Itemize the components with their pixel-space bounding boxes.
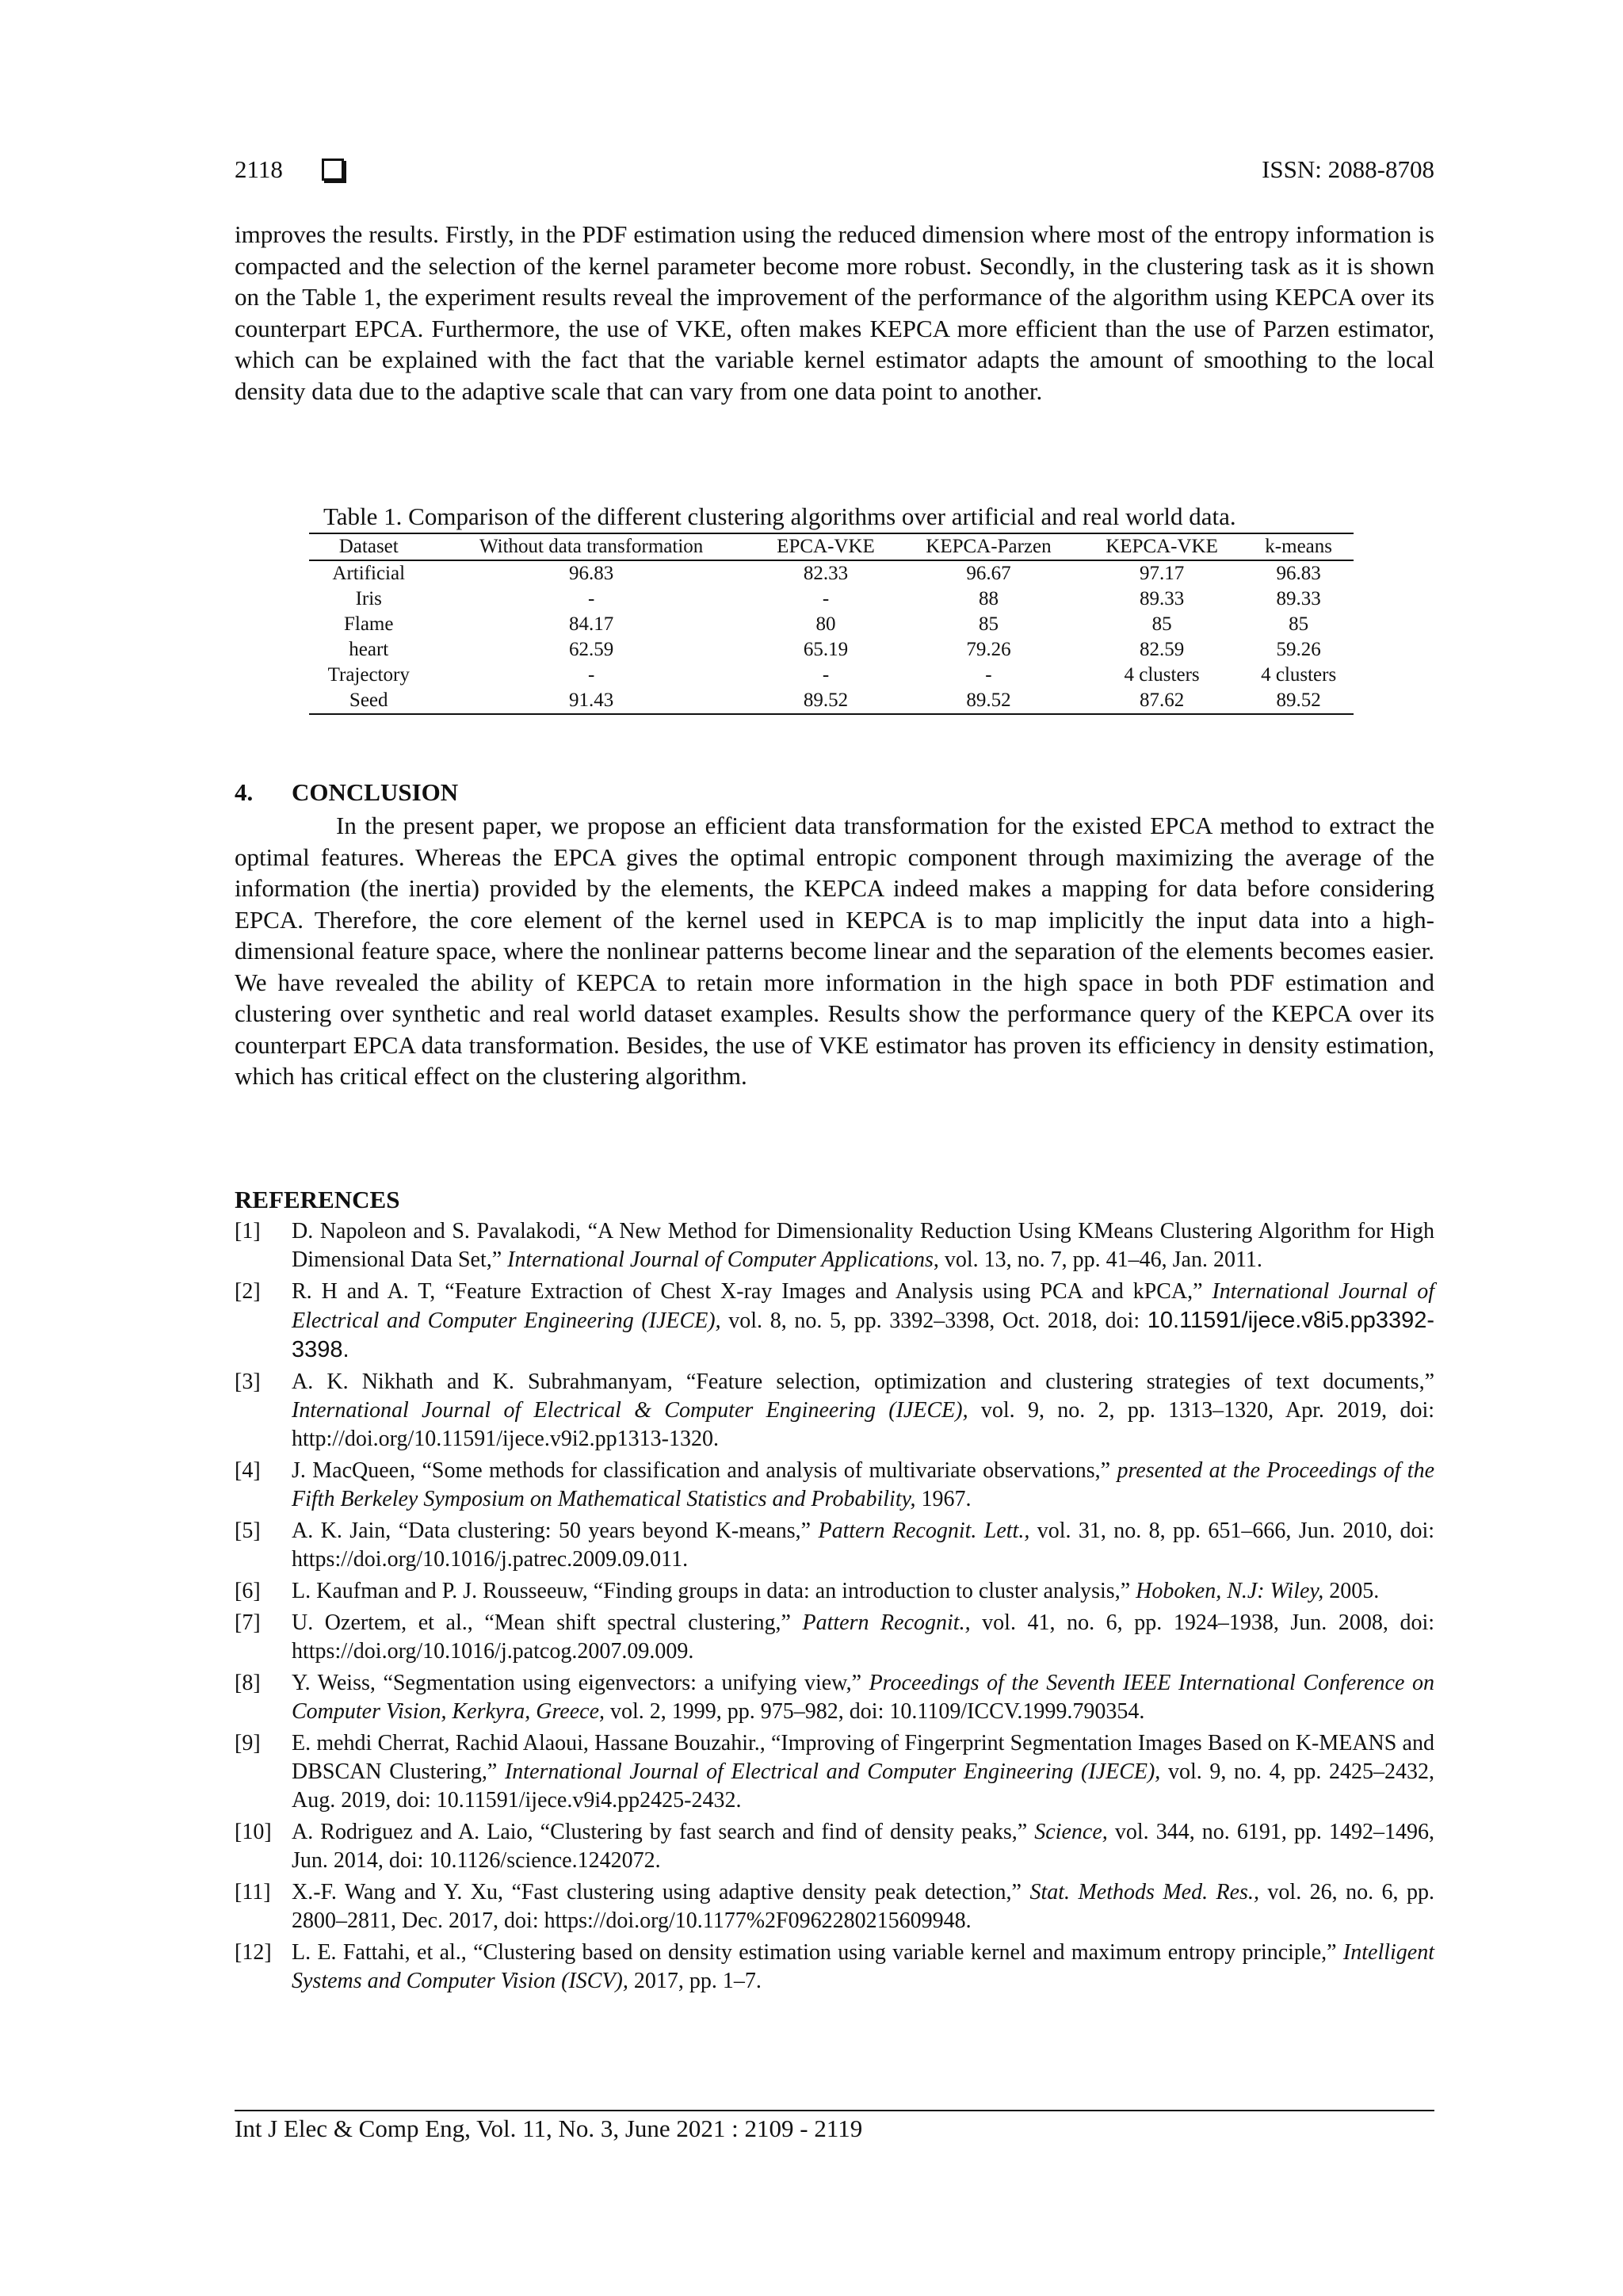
reference-number: [3]: [235, 1370, 261, 1394]
reference-text: A. K. Nikhath and K. Subrahmanyam, “Feature selection, optimization and clustering strategies of text documents,”: [292, 1370, 1434, 1394]
column-header: KEPCA-Parzen: [897, 533, 1080, 560]
table-cell: 62.59: [569, 639, 614, 660]
reference-details: vol. 9, no. 2, pp. 1313–1320, Apr. 2019, doi: http://doi.org/10.11591/ijece.v9i2.pp1313-1320.: [292, 1398, 1434, 1451]
reference-item: [235, 1368, 1434, 1454]
page-number: 2118: [235, 155, 283, 183]
table-cell: 89.33: [1276, 588, 1321, 609]
reference-number: [9]: [235, 1731, 261, 1755]
table-cell: 89.52: [1243, 688, 1354, 714]
reference-text: U. Ozertem, et al., “Mean shift spectral clustering,”: [292, 1610, 803, 1635]
reference-details: vol. 41, no. 6, pp. 1924–1938, Jun. 2008, doi: https://doi.org/10.1016/j.patcog.2007.09.009.: [292, 1610, 1435, 1664]
table-cell: 79.26: [966, 639, 1011, 660]
reference-item: [235, 1729, 1434, 1815]
table-row: [309, 637, 1354, 663]
reference-source: Hoboken, N.J: Wiley,: [1136, 1579, 1324, 1603]
table-cell: 88: [978, 588, 999, 609]
column-header: KEPCA-VKE: [1080, 533, 1244, 560]
reference-text: E. mehdi Cherrat, Rachid Alaoui, Hassane Bouzahir., “Improving of Fingerprint Segmentation Images Based on K-MEANS and DBSCAN Clustering,”: [292, 1731, 1434, 1784]
reference-item: [235, 1878, 1434, 1935]
reference-number: [2]: [235, 1279, 261, 1304]
table-cell: 4 clusters: [1261, 664, 1337, 686]
table-row: [309, 586, 1354, 612]
column-header: k-means: [1243, 533, 1354, 560]
column-header: Without data transformation: [428, 533, 754, 560]
table-caption: Table 1. Comparison of the different clustering algorithms over artificial and real world data.: [323, 502, 1236, 530]
table-cell: 85: [1289, 613, 1309, 635]
reference-source: International Journal of Electrical and Computer Engineering (IJECE),: [504, 1759, 1161, 1784]
reference-source: International Journal of Electrical & Computer Engineering (IJECE),: [292, 1398, 968, 1423]
footer-rule: [235, 2110, 1434, 2111]
table-cell: Artificial: [332, 563, 406, 584]
table-cell: 96.83: [569, 563, 614, 584]
reference-item: [235, 1818, 1434, 1875]
reference-details: vol. 26, no. 6, pp. 2800–2811, Dec. 2017, doi: https://doi.org/10.1177%2F0962280215609948.: [292, 1880, 1435, 1933]
table-cell: 97.17: [1139, 563, 1185, 584]
reference-item: [235, 1457, 1434, 1514]
column-header: EPCA-VKE: [754, 533, 897, 560]
reference-number: [11]: [235, 1880, 271, 1904]
reference-text: A. Rodriguez and A. Laio, “Clustering by fast search and find of density peaks,”: [292, 1820, 1035, 1844]
reference-source: Pattern Recognit. Lett.,: [818, 1519, 1030, 1543]
reference-number: [7]: [235, 1610, 261, 1635]
table-cell: -: [822, 664, 830, 686]
table-row: [309, 560, 1354, 586]
table-cell: 59.26: [1276, 639, 1321, 660]
table-cell: 96.83: [1276, 563, 1321, 584]
conclusion-paragraph: [235, 810, 1434, 1092]
reference-text: L. E. Fattahi, et al., “Clustering based on density estimation using variable kernel and maximum entropy principle,”: [292, 1940, 1343, 1965]
issn-label: ISSN: 2088-8708: [1262, 155, 1434, 183]
checkbox-square-icon: [322, 159, 344, 181]
reference-number: [5]: [235, 1519, 261, 1543]
table-cell: Trajectory: [327, 664, 410, 686]
reference-number: [10]: [235, 1820, 272, 1844]
reference-item: [235, 1517, 1434, 1574]
table-row: [309, 612, 1354, 637]
reference-source: Science,: [1034, 1820, 1108, 1844]
reference-details: vol. 31, no. 8, pp. 651–666, Jun. 2010, doi: https://doi.org/10.1016/j.patrec.2009.09.011.: [292, 1519, 1435, 1572]
table-cell: 91.43: [428, 688, 754, 714]
table-cell: 82.33: [803, 563, 849, 584]
conclusion-text: In the present paper, we propose an efficient data transformation for the existed EPCA method to extract the optimal features. Whereas the EPCA gives the optimal entropic component through maximizing the average of the information (the inertia) provided by the elements, the KEPCA indeed makes a mapping for data before considering EPCA. Therefore, the core element of the kernel used in KEPCA is to map implicitly the input data into a high-dimensional feature space, where the nonlinear patterns become linear and the separation of the elements becomes easier. We have revealed the ability of KEPCA to retain more information in the high space in both PDF estimation and clustering over synthetic and real world dataset examples. Results show the performance query of the KEPCA over its counterpart EPCA data transformation. Besides, the use of VKE estimator has proven its efficiency in density estimation, which has critical effect on the clustering algorithm.: [235, 812, 1434, 1090]
table-cell: heart: [349, 639, 389, 660]
reference-source: Intelligent Systems and Computer Vision (ISCV),: [292, 1940, 1434, 1993]
reference-item: [235, 1217, 1434, 1274]
reference-text: X.-F. Wang and Y. Xu, “Fast clustering using adaptive density peak detection,”: [292, 1880, 1030, 1904]
reference-details: vol. 8, no. 5, pp. 3392–3398, Oct. 2018, doi:: [720, 1308, 1148, 1333]
table-cell: 85: [978, 613, 999, 635]
reference-number: [12]: [235, 1940, 272, 1965]
column-header: Dataset: [309, 533, 428, 560]
reference-source: International Journal of Electrical and Computer Engineering (IJECE),: [292, 1279, 1435, 1333]
reference-details: vol. 2, 1999, pp. 975–982, doi: 10.1109/ICCV.1999.790354.: [605, 1699, 1145, 1724]
reference-source: Pattern Recognit.,: [802, 1610, 971, 1635]
reference-details: , vol. 13, no. 7, pp. 41–46, Jan. 2011.: [933, 1247, 1262, 1272]
table-cell: 4 clusters: [1124, 664, 1200, 686]
table-row: [309, 663, 1354, 688]
reference-number: [4]: [235, 1458, 261, 1483]
table-cell: 82.59: [1139, 639, 1185, 660]
reference-source: International Journal of Computer Applications: [507, 1247, 934, 1272]
section-number: 4.: [235, 778, 254, 806]
table-cell: 65.19: [803, 639, 849, 660]
reference-doi: 10.11591/ijece.v8i5.pp3392-3398.: [292, 1308, 1434, 1362]
reference-details: vol. 9, no. 4, pp. 2425–2432, Aug. 2019, doi: 10.11591/ijece.v9i4.pp2425-2432.: [292, 1759, 1434, 1813]
reference-text: L. Kaufman and P. J. Rousseeuw, “Finding groups in data: an introduction to cluster analysis,”: [292, 1579, 1136, 1603]
reference-text: Y. Weiss, “Segmentation using eigenvectors: a unifying view,”: [292, 1671, 869, 1695]
reference-text: A. K. Jain, “Data clustering: 50 years beyond K-means,”: [292, 1519, 819, 1543]
reference-number: [8]: [235, 1671, 261, 1695]
reference-source: Stat. Methods Med. Res.,: [1029, 1880, 1259, 1904]
reference-details: 1967.: [915, 1487, 972, 1511]
table-cell: 89.52: [897, 688, 1080, 714]
table-cell: -: [588, 664, 595, 686]
reference-details: 2017, pp. 1–7.: [628, 1969, 762, 1993]
footer-citation: Int J Elec & Comp Eng, Vol. 11, No. 3, June 2021 : 2109 - 2119: [235, 2115, 863, 2142]
table-cell: -: [822, 588, 830, 609]
reference-item: [235, 1278, 1434, 1365]
reference-text: D. Napoleon and S. Pavalakodi, “A New Method for Dimensionality Reduction Using KMeans Clustering Algorithm for High Dimensional Data Set,”: [292, 1219, 1434, 1272]
table-cell: 85: [1151, 613, 1172, 635]
table-cell: 89.52: [754, 688, 897, 714]
table-cell: 87.62: [1080, 688, 1244, 714]
reference-number: [1]: [235, 1219, 261, 1244]
reference-text: J. MacQueen, “Some methods for classification and analysis of multivariate observations,”: [292, 1458, 1117, 1483]
intro-paragraph: improves the results. Firstly, in the PDF estimation using the reduced dimension where most of the entropy information is compacted and the selection of the kernel parameter become more robust. Secondly, in the clustering task as it is shown on the Table 1, the experiment results reveal the improvement of the performance of the algorithm using KEPCA over its counterpart EPCA. Furthermore, the use of VKE, often makes KEPCA more efficient than the use of Parzen estimator, which can be explained with the fact that the variable kernel estimator adapts the amount of smoothing to the local density data due to the adaptive scale that can vary from one data point to another.: [235, 220, 1434, 405]
reference-text: R. H and A. T, “Feature Extraction of Chest X-ray Images and Analysis using PCA and kPCA,”: [292, 1279, 1212, 1304]
table-cell: 80: [815, 613, 836, 635]
table-cell: 96.67: [966, 563, 1011, 584]
table-row: [309, 688, 1354, 714]
table-cell: Iris: [355, 588, 382, 609]
reference-source: Proceedings of the Seventh IEEE International Conference on Computer Vision, Kerkyra, Greece,: [292, 1671, 1434, 1724]
table-cell: Flame: [343, 613, 394, 635]
reference-item: [235, 1577, 1434, 1606]
conclusion-heading: [235, 778, 458, 807]
reference-details: vol. 344, no. 6191, pp. 1492–1496, Jun. 2014, doi: 10.1126/science.1242072.: [292, 1820, 1434, 1873]
table-cell: 84.17: [569, 613, 614, 635]
table-cell: 89.33: [1139, 588, 1185, 609]
references-heading: REFERENCES: [235, 1186, 400, 1213]
table-cell: -: [985, 664, 992, 686]
reference-item: [235, 1669, 1434, 1726]
table-cell: -: [588, 588, 595, 609]
table-header-row: [309, 533, 1354, 560]
reference-item: [235, 1609, 1434, 1666]
page-header: [235, 155, 1434, 190]
reference-item: [235, 1939, 1434, 1996]
reference-list: [235, 1217, 1434, 1999]
reference-details: 2005.: [1323, 1579, 1380, 1603]
reference-source: presented at the Proceedings of the Fifth Berkeley Symposium on Mathematical Statistics and Probability,: [292, 1458, 1435, 1511]
table-cell: Seed: [309, 688, 428, 714]
section-title: CONCLUSION: [292, 778, 459, 806]
results-table: [309, 533, 1354, 715]
reference-number: [6]: [235, 1579, 261, 1603]
